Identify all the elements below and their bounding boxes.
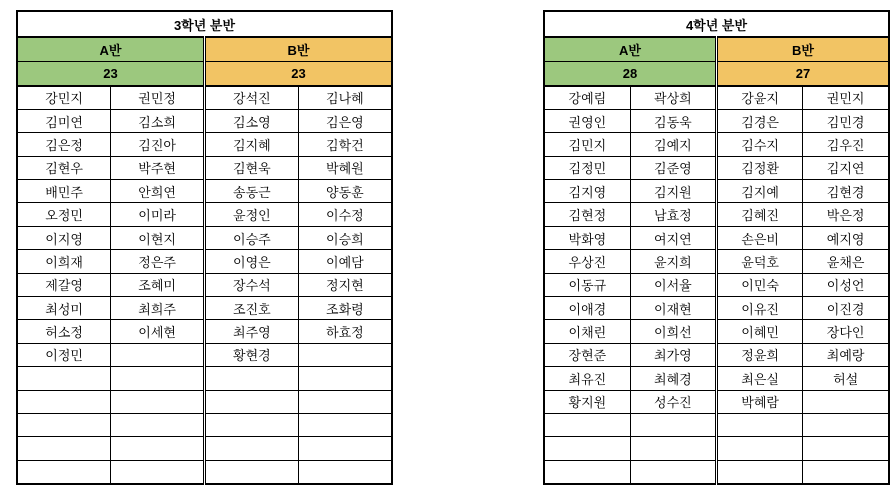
name-cell: 김지원 — [630, 180, 716, 203]
roster-table-grade4 — [543, 10, 890, 485]
name-cell: 강윤지 — [717, 86, 803, 109]
name-cell: 김경은 — [717, 109, 803, 132]
name-cell: 양동훈 — [298, 180, 392, 203]
class-b-header: B반 — [717, 37, 890, 62]
table-row — [17, 390, 392, 413]
table-title: 3학년 분반 — [17, 11, 392, 37]
name-cell — [803, 437, 889, 460]
name-cell: 이동규 — [544, 273, 630, 296]
name-cell: 이희재 — [17, 250, 111, 273]
name-cell: 허소정 — [17, 320, 111, 343]
name-cell: 배민주 — [17, 180, 111, 203]
class-a-count: 23 — [17, 62, 205, 87]
name-cell: 손은비 — [717, 226, 803, 249]
name-cell: 황지원 — [544, 390, 630, 413]
name-cell: 김학건 — [298, 133, 392, 156]
name-cell — [205, 390, 299, 413]
name-cell: 제갈영 — [17, 273, 111, 296]
name-cell — [803, 390, 889, 413]
name-cell: 권민지 — [803, 86, 889, 109]
name-cell — [17, 460, 111, 483]
name-cell: 권영인 — [544, 109, 630, 132]
name-cell: 이채린 — [544, 320, 630, 343]
table-row — [544, 226, 889, 249]
name-cell: 조진호 — [205, 297, 299, 320]
table-row — [544, 273, 889, 296]
table-row — [544, 367, 889, 390]
name-cell — [205, 367, 299, 390]
name-cell: 박화영 — [544, 226, 630, 249]
class-b-header: B반 — [205, 37, 393, 62]
name-cell: 김정환 — [717, 156, 803, 179]
name-cell: 안희연 — [111, 180, 205, 203]
table-row — [17, 226, 392, 249]
name-cell: 권민정 — [111, 86, 205, 109]
name-cell: 김수지 — [717, 133, 803, 156]
name-cell: 정지현 — [298, 273, 392, 296]
class-header-row — [17, 37, 392, 62]
name-cell: 이재현 — [630, 297, 716, 320]
table-row — [17, 180, 392, 203]
table-row — [17, 156, 392, 179]
table-row — [544, 203, 889, 226]
name-cell: 김현욱 — [205, 156, 299, 179]
name-cell: 이승희 — [298, 226, 392, 249]
name-cell — [205, 413, 299, 436]
class-a-header: A반 — [17, 37, 205, 62]
name-cell: 최희주 — [111, 297, 205, 320]
table-row — [544, 86, 889, 109]
table-title: 4학년 분반 — [544, 11, 889, 37]
name-cell: 이영은 — [205, 250, 299, 273]
table-row — [544, 437, 889, 460]
name-cell: 정윤희 — [717, 343, 803, 366]
name-cell: 김지혜 — [205, 133, 299, 156]
name-cell — [111, 413, 205, 436]
table-row — [17, 133, 392, 156]
name-cell: 이성언 — [803, 273, 889, 296]
name-cell: 이지영 — [17, 226, 111, 249]
name-cell: 김지예 — [717, 180, 803, 203]
name-cell — [17, 367, 111, 390]
table-row — [17, 297, 392, 320]
name-cell: 김지영 — [544, 180, 630, 203]
table-row — [17, 460, 392, 483]
name-cell — [17, 413, 111, 436]
name-cell: 최은실 — [717, 367, 803, 390]
table-row — [544, 250, 889, 273]
name-cell: 윤채은 — [803, 250, 889, 273]
name-cell — [17, 437, 111, 460]
name-cell: 강예림 — [544, 86, 630, 109]
name-cell: 김지연 — [803, 156, 889, 179]
class-a-count: 28 — [544, 62, 717, 87]
class-b-count: 27 — [717, 62, 890, 87]
table-row — [17, 320, 392, 343]
table-row — [544, 180, 889, 203]
name-cell: 이정민 — [17, 343, 111, 366]
name-cell — [205, 437, 299, 460]
name-cell: 김진아 — [111, 133, 205, 156]
name-cell: 박은정 — [803, 203, 889, 226]
name-cell: 김현우 — [17, 156, 111, 179]
name-cell: 장현준 — [544, 343, 630, 366]
name-cell: 장수석 — [205, 273, 299, 296]
name-cell: 윤덕호 — [717, 250, 803, 273]
table-row — [17, 343, 392, 366]
name-cell: 오정민 — [17, 203, 111, 226]
name-cell — [298, 460, 392, 483]
name-cell: 최예랑 — [803, 343, 889, 366]
class-a-header: A반 — [544, 37, 717, 62]
name-cell: 윤지희 — [630, 250, 716, 273]
name-cell — [544, 437, 630, 460]
name-cell — [298, 413, 392, 436]
name-cell: 최주영 — [205, 320, 299, 343]
name-cell: 강민지 — [17, 86, 111, 109]
table-title-row — [17, 11, 392, 37]
name-cell: 이유진 — [717, 297, 803, 320]
table-row — [17, 203, 392, 226]
name-cell — [717, 460, 803, 483]
name-rows-grade3 — [17, 86, 392, 484]
name-cell: 김우진 — [803, 133, 889, 156]
class-b-count: 23 — [205, 62, 393, 87]
name-cell: 장다인 — [803, 320, 889, 343]
name-cell: 이수정 — [298, 203, 392, 226]
name-cell: 김소희 — [111, 109, 205, 132]
name-cell: 허설 — [803, 367, 889, 390]
table-row — [544, 343, 889, 366]
name-cell: 곽상희 — [630, 86, 716, 109]
name-cell — [717, 437, 803, 460]
name-cell — [803, 460, 889, 483]
name-cell: 최가영 — [630, 343, 716, 366]
name-cell — [111, 460, 205, 483]
name-cell: 최유진 — [544, 367, 630, 390]
name-cell — [298, 390, 392, 413]
name-cell — [630, 437, 716, 460]
name-cell: 김현경 — [803, 180, 889, 203]
name-cell — [111, 343, 205, 366]
name-cell: 최성미 — [17, 297, 111, 320]
name-cell: 이애경 — [544, 297, 630, 320]
name-cell: 성수진 — [630, 390, 716, 413]
name-cell: 김나혜 — [298, 86, 392, 109]
name-cell: 이민숙 — [717, 273, 803, 296]
count-row — [544, 62, 889, 87]
name-cell: 김준영 — [630, 156, 716, 179]
name-cell — [111, 437, 205, 460]
name-cell: 여지연 — [630, 226, 716, 249]
table-row — [17, 109, 392, 132]
table-row — [544, 390, 889, 413]
name-cell: 박주현 — [111, 156, 205, 179]
name-cell: 김소영 — [205, 109, 299, 132]
name-cell: 김동욱 — [630, 109, 716, 132]
name-cell: 황현경 — [205, 343, 299, 366]
name-cell — [630, 413, 716, 436]
name-cell — [298, 343, 392, 366]
class-header-row — [544, 37, 889, 62]
name-cell: 남효정 — [630, 203, 716, 226]
name-cell: 이예담 — [298, 250, 392, 273]
name-cell: 김예지 — [630, 133, 716, 156]
name-cell: 우상진 — [544, 250, 630, 273]
name-cell: 김은영 — [298, 109, 392, 132]
name-cell: 하효정 — [298, 320, 392, 343]
table-row — [544, 133, 889, 156]
name-cell: 김민경 — [803, 109, 889, 132]
name-cell: 김미연 — [17, 109, 111, 132]
name-cell — [205, 460, 299, 483]
name-cell: 박혜원 — [298, 156, 392, 179]
table-row — [544, 156, 889, 179]
name-cell: 이혜민 — [717, 320, 803, 343]
table-row — [544, 297, 889, 320]
name-cell — [717, 413, 803, 436]
table-row — [17, 250, 392, 273]
name-cell — [111, 367, 205, 390]
table-row — [544, 320, 889, 343]
name-cell: 정은주 — [111, 250, 205, 273]
name-cell: 예지영 — [803, 226, 889, 249]
name-cell — [298, 437, 392, 460]
name-cell: 이진경 — [803, 297, 889, 320]
name-cell: 김혜진 — [717, 203, 803, 226]
name-cell: 최혜경 — [630, 367, 716, 390]
name-cell: 김민지 — [544, 133, 630, 156]
name-cell — [803, 413, 889, 436]
name-cell — [544, 460, 630, 483]
name-cell: 조혜미 — [111, 273, 205, 296]
name-cell: 김정민 — [544, 156, 630, 179]
table-row — [17, 367, 392, 390]
table-row — [17, 273, 392, 296]
name-cell — [544, 413, 630, 436]
name-cell: 이서율 — [630, 273, 716, 296]
name-cell: 이미라 — [111, 203, 205, 226]
name-cell — [111, 390, 205, 413]
name-cell: 윤정인 — [205, 203, 299, 226]
table-title-row — [544, 11, 889, 37]
name-cell — [17, 390, 111, 413]
count-row — [17, 62, 392, 87]
name-cell: 이현지 — [111, 226, 205, 249]
name-cell: 송동근 — [205, 180, 299, 203]
table-row — [544, 413, 889, 436]
name-cell: 강석진 — [205, 86, 299, 109]
name-cell: 김현정 — [544, 203, 630, 226]
name-cell — [630, 460, 716, 483]
name-cell: 이승주 — [205, 226, 299, 249]
name-cell — [298, 367, 392, 390]
name-cell: 김은정 — [17, 133, 111, 156]
table-row — [17, 413, 392, 436]
table-row — [17, 86, 392, 109]
roster-table-grade3 — [16, 10, 393, 485]
name-cell: 조화령 — [298, 297, 392, 320]
name-cell: 이세현 — [111, 320, 205, 343]
name-cell: 이희선 — [630, 320, 716, 343]
table-row — [17, 437, 392, 460]
table-row — [544, 109, 889, 132]
name-rows-grade4 — [544, 86, 889, 484]
table-row — [544, 460, 889, 483]
name-cell: 박혜람 — [717, 390, 803, 413]
